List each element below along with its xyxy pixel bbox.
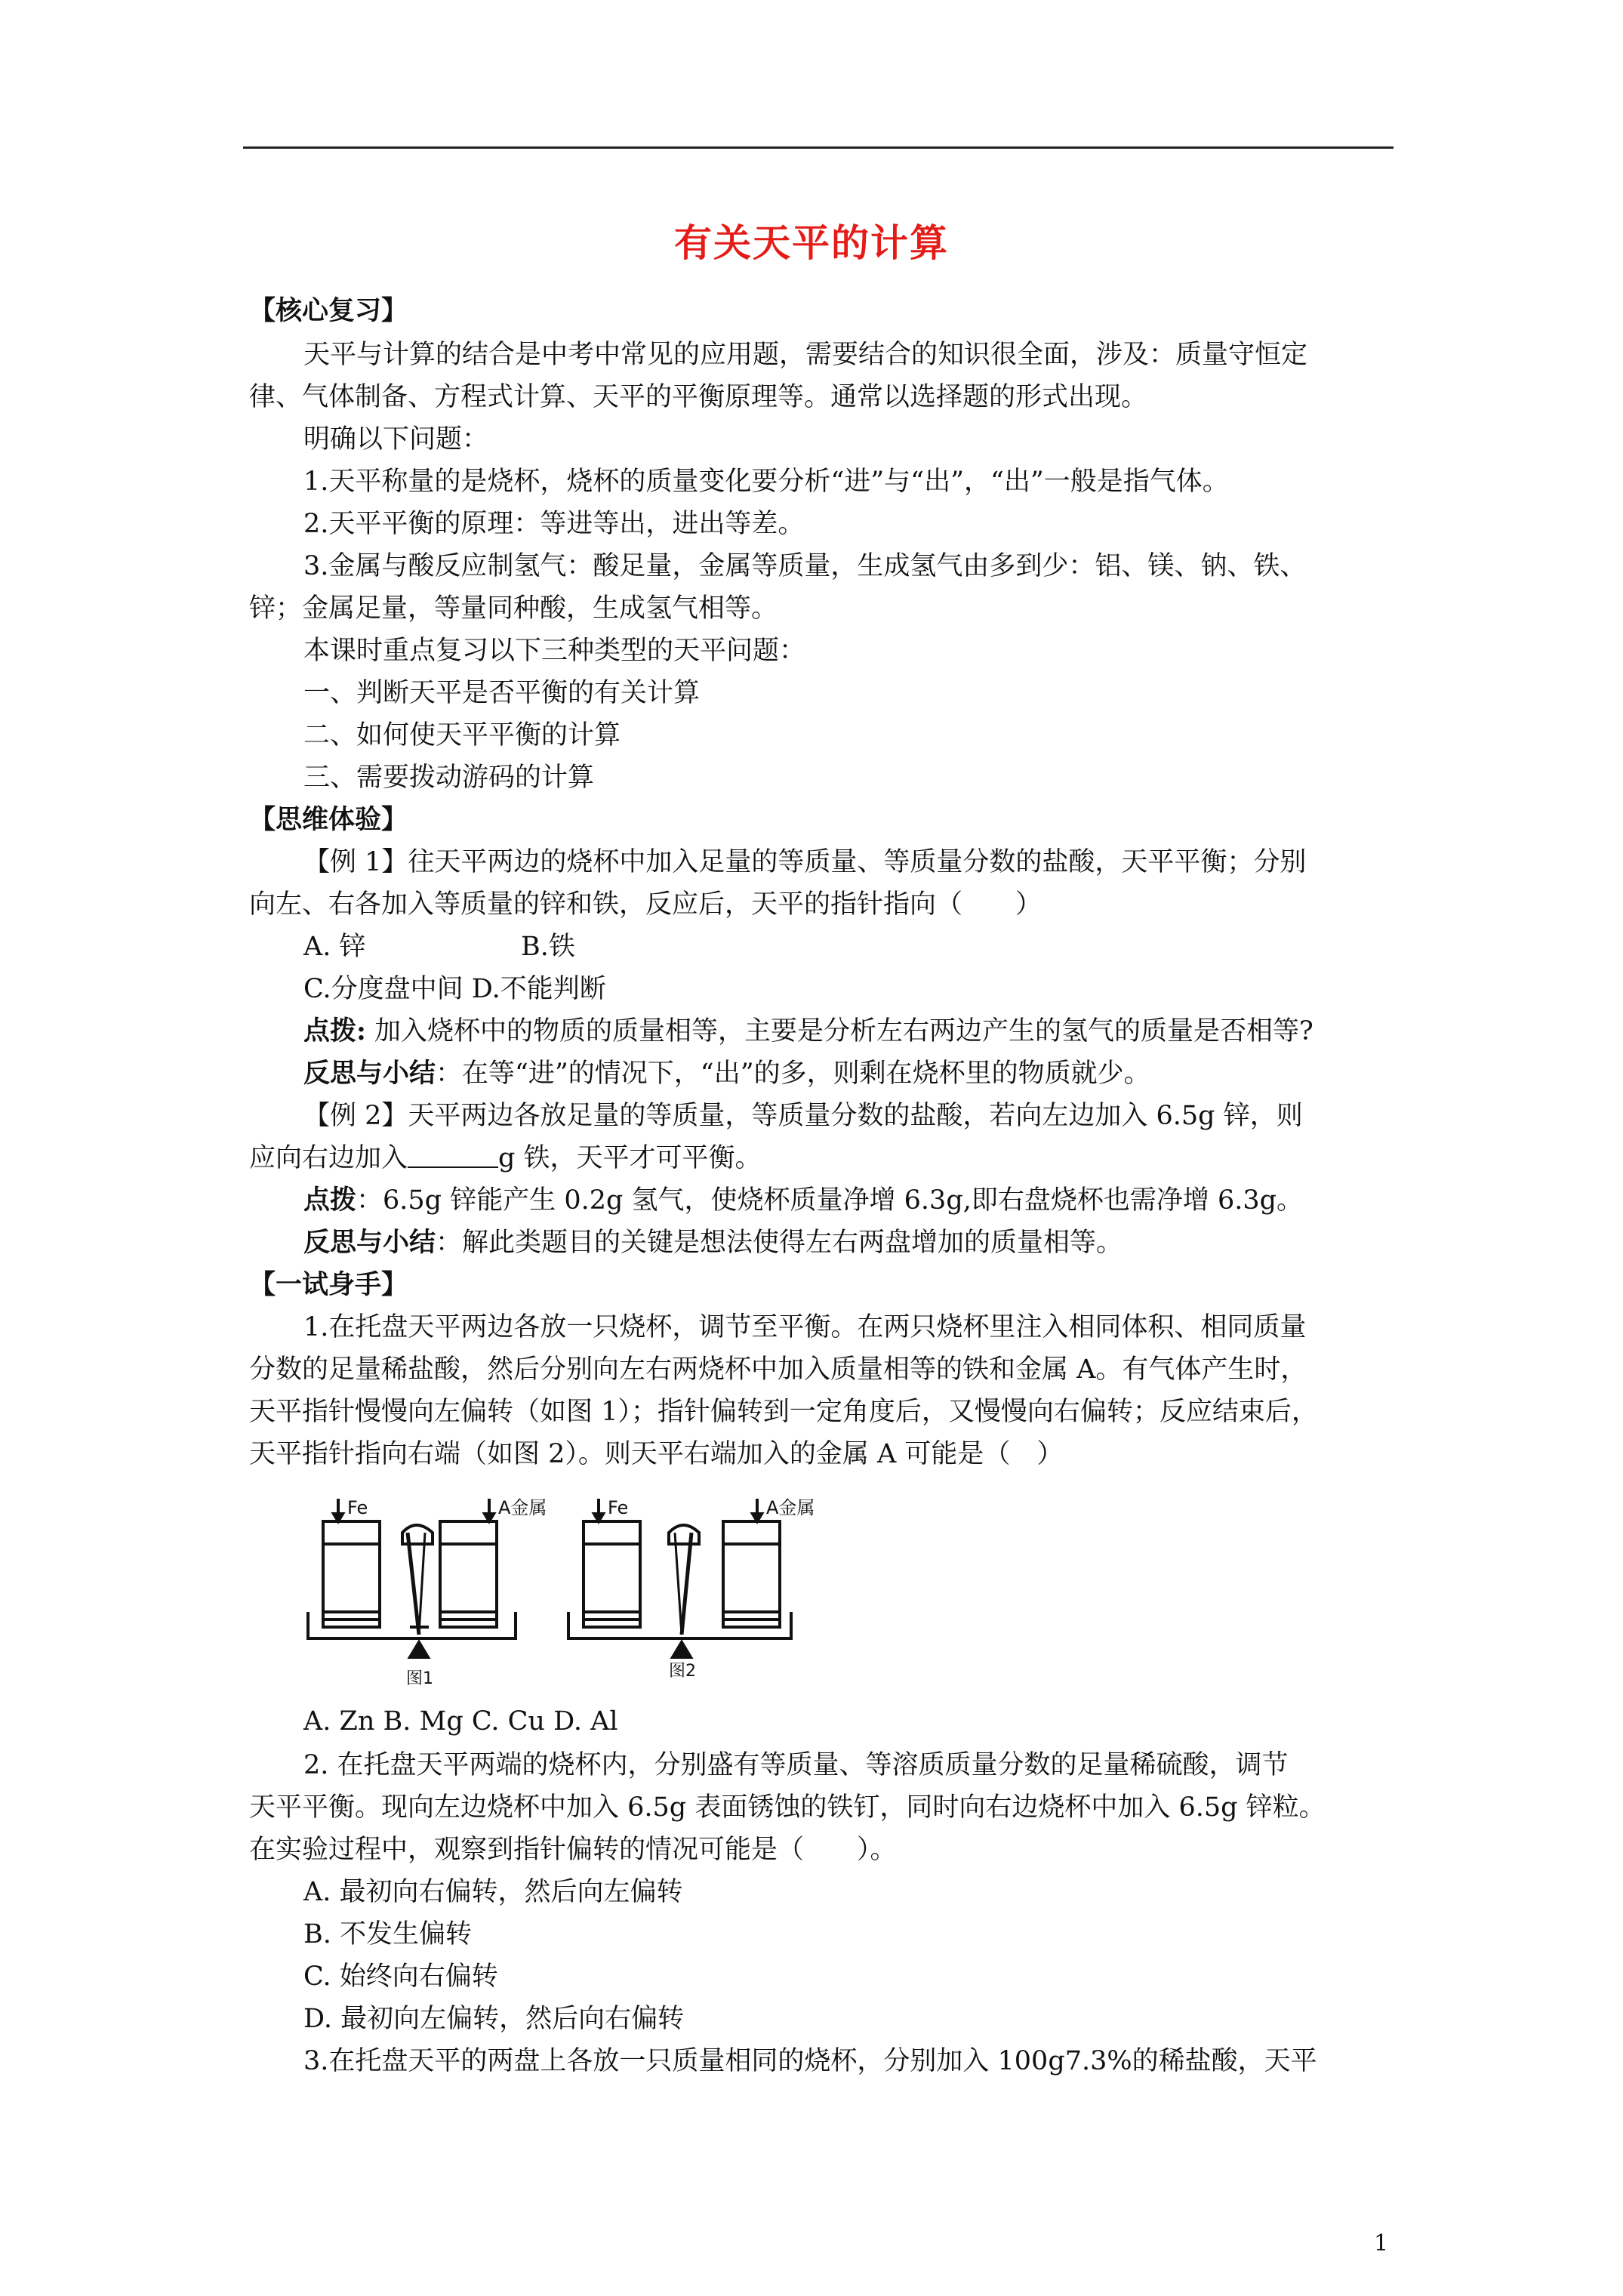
label-metal-a-2: A金属: [766, 1497, 815, 1518]
option-d: D. 最初向左偏转，然后向右偏转: [303, 2004, 685, 2034]
label-fe-1: Fe: [347, 1497, 368, 1518]
list-item: 1.天平称量的是烧杯，烧杯的质量变化要分析“进”与“出”，“出”一般是指气体。: [303, 467, 1229, 497]
question2-line: 在实验过程中，观察到指针偏转的情况可能是（ ）。: [249, 1835, 897, 1865]
section-heading-core: 【核心复习】: [249, 295, 408, 326]
option-cd: C.分度盘中间 D.不能判断: [303, 974, 606, 1004]
label-fig2: 图2: [669, 1662, 696, 1681]
example2-line: [249, 1140, 762, 1176]
paragraph-line: 本课时重点复习以下三种类型的天平问题：: [303, 636, 806, 666]
hint-label: 点拨: [303, 1185, 357, 1216]
example1-line: 向左、右各加入等质量的锌和铁，反应后，天平的指针指向（ ）: [249, 889, 1042, 920]
option-a: A. 最初向右偏转，然后向左偏转: [303, 1877, 683, 1907]
question1-line: 分数的足量稀盐酸，然后分别向左右两烧杯中加入质量相等的铁和金属 A。有气体产生时，: [249, 1354, 1307, 1385]
question3-line: 3.在托盘天平的两盘上各放一只质量相同的烧杯，分别加入 100g7.3%的稀盐酸，天平: [303, 2046, 1317, 2076]
label-fe-2: Fe: [608, 1497, 629, 1518]
hint-line: [303, 1013, 1313, 1049]
reflect-label: 反思与小结: [303, 1227, 436, 1258]
question1-line: 1.在托盘天平两边各放一只烧杯，调节至平衡。在两只烧杯里注入相同体积、相同质量: [303, 1312, 1307, 1342]
list-item: 一、判断天平是否平衡的有关计算: [303, 678, 701, 708]
list-item: 锌；金属足量，等量同种酸，生成氢气相等。: [249, 593, 778, 624]
hint-line: [303, 1182, 1303, 1219]
answer-blank: [408, 1144, 498, 1168]
reflect-line: [303, 1056, 1150, 1092]
page-number: 1: [1374, 2230, 1389, 2257]
question2-line: 天平平衡。现向左边烧杯中加入 6.5g 表面锈蚀的铁钉，同时向右边烧杯中加入 6.5g 锌粒。: [249, 1792, 1326, 1823]
label-metal-a-1: A金属: [498, 1497, 547, 1518]
question2-line: 2. 在托盘天平两端的烧杯内，分别盛有等质量、等溶质质量分数的足量稀硫酸，调节: [303, 1750, 1289, 1780]
paragraph-line: 明确以下问题：: [303, 424, 489, 455]
example2-line: 【例 2】天平两边各放足量的等质量，等质量分数的盐酸，若向左边加入 6.5g 锌，则: [303, 1101, 1303, 1131]
hint-label: 点拨:: [303, 1015, 366, 1046]
reflect-label: 反思与小结: [303, 1058, 436, 1089]
example2-text: g 铁，天平才可平衡。: [498, 1143, 762, 1173]
paragraph-line: 天平与计算的结合是中考中常见的应用题，需要结合的知识很全面，涉及：质量守恒定: [303, 340, 1308, 370]
label-fig1: 图1: [406, 1669, 433, 1688]
section-heading-thinking: 【思维体验】: [249, 804, 408, 835]
option-b: B. 不发生偏转: [303, 1919, 472, 1949]
option-b: B.铁: [521, 932, 575, 962]
section-heading-practice: 【一试身手】: [249, 1269, 408, 1300]
paragraph-line: 律、气体制备、方程式计算、天平的平衡原理等。通常以选择题的形式出现。: [249, 382, 1148, 412]
option-a: A. 锌: [303, 932, 366, 962]
hint-text: 加入烧杯中的物质的质量相等，主要是分析左右两边产生的氢气的质量是否相等?: [365, 1016, 1313, 1046]
balance-figure: [308, 1497, 815, 1695]
reflect-text: ：在等“进”的情况下，“出”的多，则剩在烧杯里的物质就少。: [436, 1059, 1150, 1089]
list-item: 2.天平平衡的原理：等进等出，进出等差。: [303, 509, 805, 539]
question1-line: 天平指针慢慢向左偏转（如图 1）；指针偏转到一定角度后，又慢慢向右偏转；反应结束后，: [249, 1397, 1318, 1427]
question1-line: 天平指针指向右端（如图 2）。则天平右端加入的金属 A 可能是（ ）: [249, 1439, 1064, 1469]
list-item: 3.金属与酸反应制氢气：酸足量，金属等质量，生成氢气由多到少：铝、镁、钠、铁、: [303, 551, 1307, 581]
list-item: 二、如何使天平平衡的计算: [303, 720, 621, 750]
question1-options: A. Zn B. Mg C. Cu D. Al: [303, 1706, 618, 1737]
option-c: C. 始终向右偏转: [303, 1962, 498, 1992]
list-item: 三、需要拨动游码的计算: [303, 763, 595, 793]
header-rule: [243, 146, 1394, 149]
reflect-line: [303, 1225, 1123, 1261]
hint-text: ：6.5g 锌能产生 0.2g 氢气，使烧杯质量净增 6.3g,即右盘烧杯也需净增 6.3g。: [356, 1185, 1304, 1216]
example1-line: 【例 1】往天平两边的烧杯中加入足量的等质量、等质量分数的盐酸，天平平衡；分别: [303, 847, 1307, 877]
page-title: 有关天平的计算: [674, 220, 949, 265]
reflect-text: ：解此类题目的关键是想法使得左右两盘增加的质量相等。: [436, 1228, 1123, 1258]
example2-text: 应向右边加入: [249, 1143, 408, 1173]
